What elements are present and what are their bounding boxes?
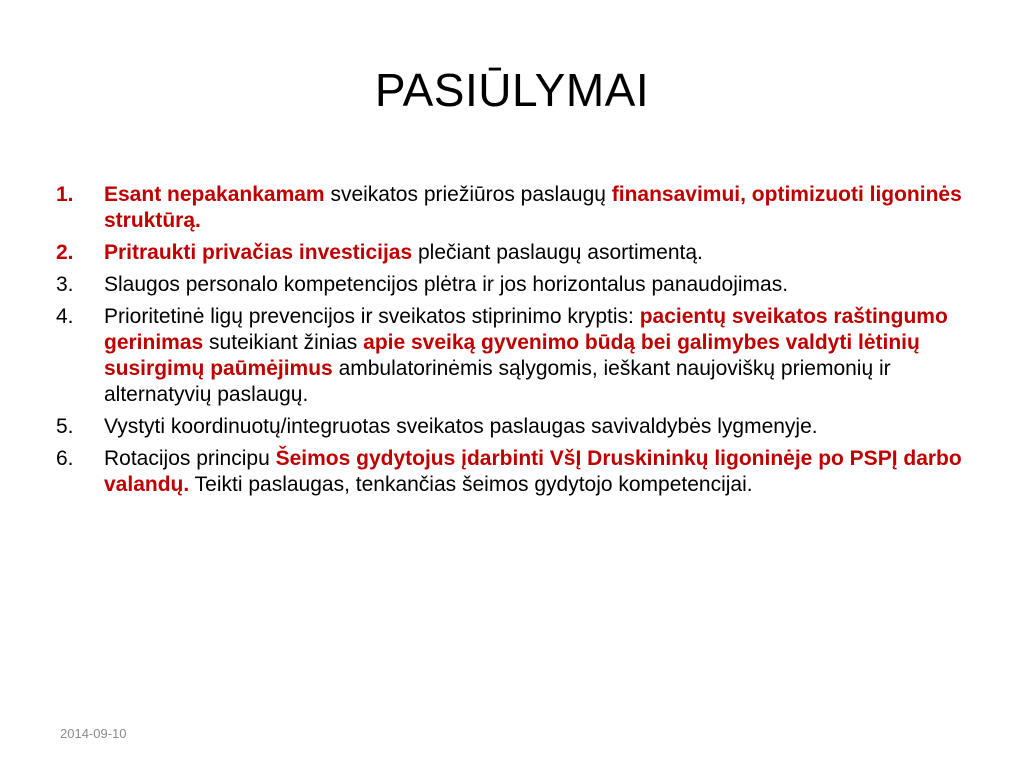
slide-title: PASIŪLYMAI <box>374 64 650 116</box>
proposal-text: plečiant paslaugų asortimentą. <box>412 241 703 264</box>
proposal-list <box>56 182 966 504</box>
proposal-item-5 <box>56 414 966 440</box>
proposal-item-1 <box>56 182 966 234</box>
proposal-highlight: apie sveiką gyvenimo būdą bei galimybes valdyti lėtinių susirgimų paūmėjimus <box>104 331 920 380</box>
proposal-text: Slaugos personalo kompetencijos plėtra ir jos horizontalus panaudojimas. <box>104 273 789 296</box>
proposal-text: Rotacijos principu <box>104 447 276 470</box>
proposal-item-6 <box>56 446 966 498</box>
proposal-item-3 <box>56 272 966 298</box>
proposal-text: Prioritetinė ligų prevencijos ir sveikatos stiprinimo kryptis: <box>104 305 640 328</box>
proposal-item-2 <box>56 240 966 266</box>
proposal-highlight: pacientų sveikatos raštingumo gerinimas <box>104 305 948 354</box>
proposal-highlight: finansavimui, optimizuoti ligoninės struktūrą. <box>104 183 962 232</box>
proposal-text: Vystyti koordinuotų/integruotas sveikatos paslaugas savivaldybės lygmenyje. <box>104 415 818 438</box>
proposal-text: suteikiant žinias <box>203 331 364 354</box>
footer-date: 2014-09-10 <box>60 726 127 741</box>
proposal-number: 2. <box>56 241 74 264</box>
proposal-highlight: Šeimos gydytojus įdarbinti VšĮ Druskininkų ligoninėje po PSPĮ darbo valandų. <box>104 447 962 496</box>
proposal-number: 6. <box>56 447 74 470</box>
proposal-number: 1. <box>56 183 74 206</box>
proposal-item-4 <box>56 304 966 408</box>
proposal-text: ambulatorinėmis sąlygomis, ieškant naujoviškų priemonių ir alternatyvių paslaugų. <box>104 357 891 406</box>
proposal-highlight: Pritraukti privačias investicijas <box>104 241 413 264</box>
proposal-text: Teikti paslaugas, tenkančias šeimos gydytojo kompetencijai. <box>189 473 753 496</box>
proposal-number: 4. <box>56 305 74 328</box>
proposal-number: 3. <box>56 273 74 296</box>
proposal-number: 5. <box>56 415 74 438</box>
proposal-highlight: Esant nepakankamam <box>104 183 325 206</box>
proposal-text: sveikatos priežiūros paslaugų <box>324 183 612 206</box>
